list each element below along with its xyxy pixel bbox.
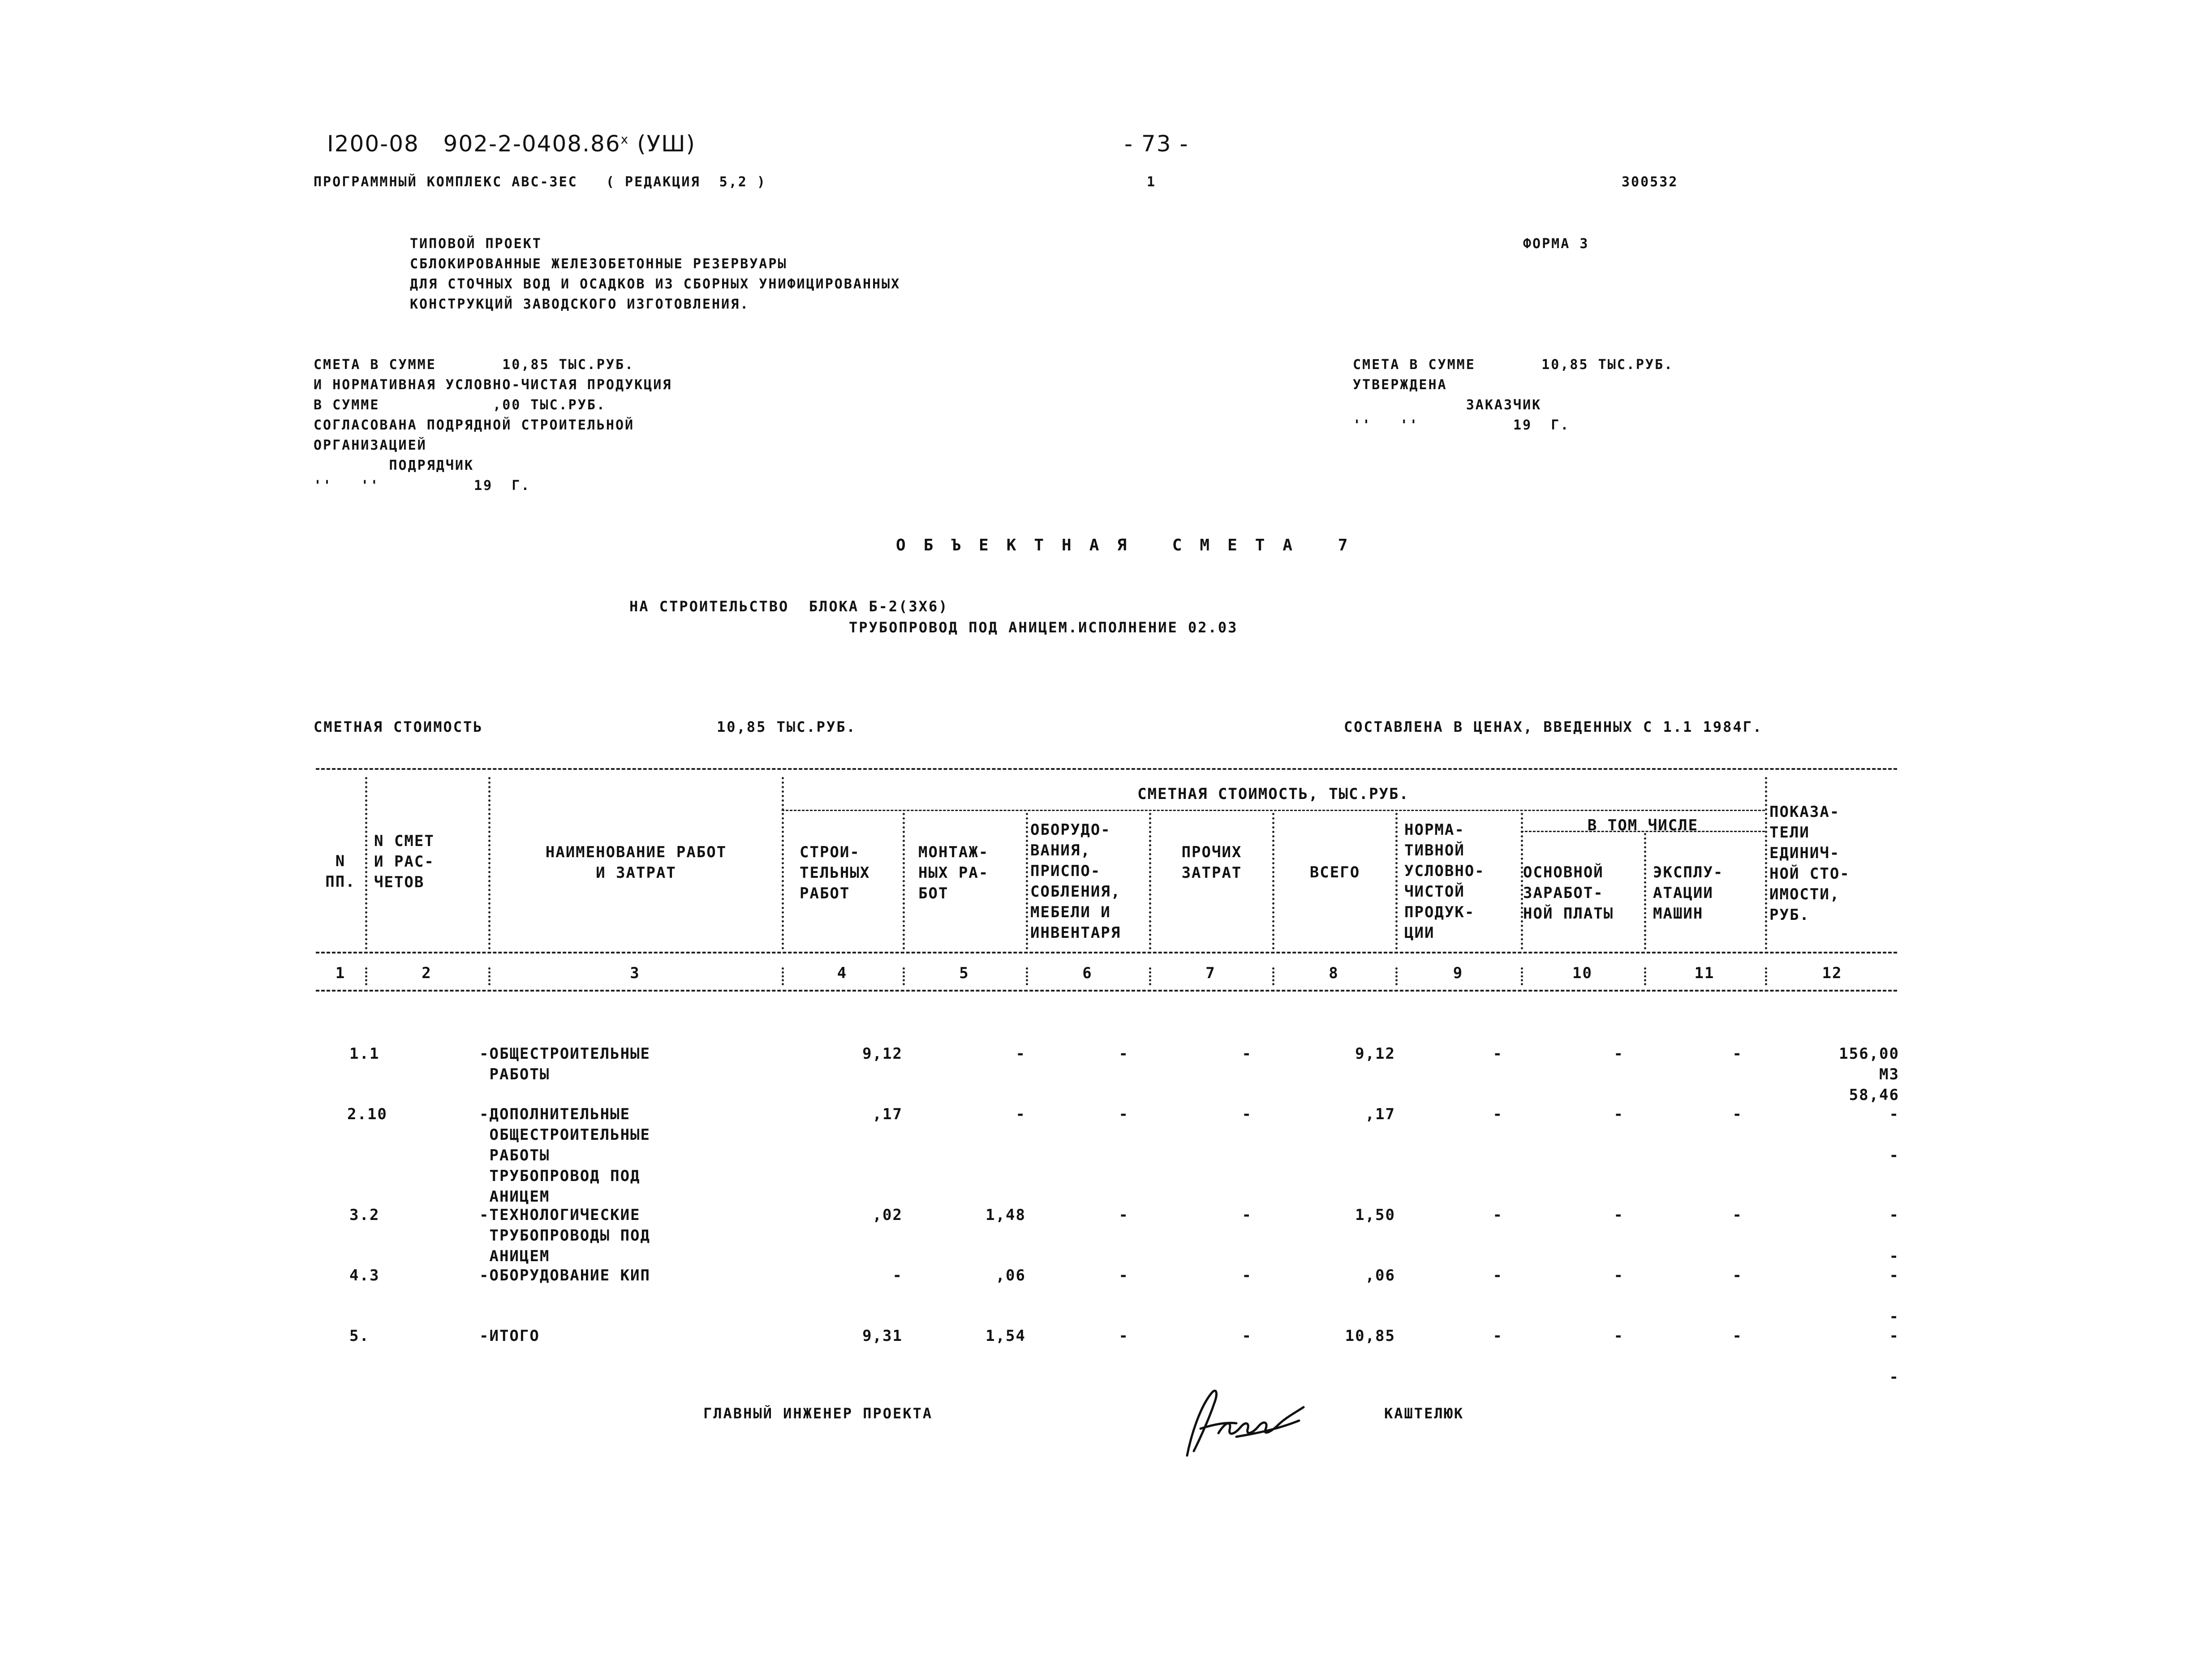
column-number: 10	[1572, 964, 1592, 982]
handwritten-signature	[1174, 1379, 1308, 1464]
column-number: 1	[335, 964, 346, 982]
cell-construction: 9,31	[862, 1327, 903, 1345]
column-header: СТРОИ- ТЕЛЬНЫХ РАБОТ	[800, 843, 870, 902]
column-number: 7	[1205, 964, 1216, 982]
column-number: 6	[1082, 964, 1093, 982]
cell-total: 9,12	[1355, 1045, 1395, 1063]
signatory-name: КАШТЕЛЮК	[1384, 1405, 1464, 1422]
cell-other: -	[1242, 1267, 1252, 1284]
column-header: НАИМЕНОВАНИЕ РАБОТ И ЗАТРАТ	[545, 843, 727, 882]
cell-total: 1,50	[1355, 1206, 1395, 1224]
column-header: ОБОРУДО- ВАНИЯ, ПРИСПО- СОБЛЕНИЯ, МЕБЕЛИ И ИНВЕНТАРЯ	[1030, 821, 1121, 942]
row-name: -ОБОРУДОВАНИЕ КИП	[479, 1267, 650, 1284]
page-number: - 73 -	[1124, 131, 1189, 157]
row-name: -ТЕХНОЛОГИЧЕСКИЕ ТРУБОПРОВОДЫ ПОД АНИЦЕМ	[479, 1206, 650, 1265]
row-name: -ИТОГО	[479, 1327, 540, 1345]
cell-equipment: -	[1119, 1105, 1129, 1123]
cell-installation: 1,54	[986, 1327, 1026, 1345]
cell-machines: -	[1732, 1267, 1743, 1284]
cell-unit-cost: - -	[1889, 1105, 1899, 1164]
column-number: 11	[1694, 964, 1715, 982]
cell-unit-cost: 156,00 МЗ 58,46	[1839, 1045, 1899, 1104]
row-number: 4.3	[349, 1267, 380, 1284]
column-number: 9	[1453, 964, 1463, 982]
cell-machines: -	[1732, 1327, 1743, 1345]
estimated-cost-label: СМЕТНАЯ СТОИМОСТЬ	[314, 718, 483, 735]
cell-total: ,06	[1365, 1267, 1395, 1284]
prices-note: СОСТАВЛЕНА В ЦЕНАХ, ВВЕДЕННЫХ С 1.1 1984Г.	[1344, 718, 1763, 735]
cell-net-output: -	[1493, 1045, 1503, 1063]
row-name: -ОБЩЕСТРОИТЕЛЬНЫЕ РАБОТЫ	[479, 1045, 650, 1083]
estimated-cost-value: 10,85 ТЫС.РУБ.	[717, 718, 856, 735]
cell-total: ,17	[1365, 1105, 1395, 1123]
column-separator	[1395, 813, 1398, 949]
numbers-bottom-rule	[316, 990, 1897, 992]
column-separator	[1644, 833, 1646, 949]
cell-construction: 9,12	[862, 1045, 903, 1063]
cell-equipment: -	[1119, 1045, 1129, 1063]
left-block-line: '' '' 19 Г.	[314, 478, 531, 494]
cell-wages: -	[1614, 1105, 1624, 1123]
group-header: СМЕТНАЯ СТОИМОСТЬ, ТЫС.РУБ.	[1137, 785, 1409, 803]
cell-installation: -	[1016, 1105, 1026, 1123]
column-header: ПОКАЗА- ТЕЛИ ЕДИНИЧ- НОЙ СТО- ИМОСТИ, РУБ.	[1769, 803, 1850, 924]
subgroup-header: В ТОМ ЧИСЛЕ	[1587, 816, 1699, 834]
cell-installation: ,06	[995, 1267, 1026, 1284]
column-number: 2	[422, 964, 432, 982]
row-name: -ДОПОЛНИТЕЛЬНЫЕ ОБЩЕСТРОИТЕЛЬНЫЕ РАБОТЫ ТРУБОПРОВОД ПОД АНИЦЕМ	[479, 1105, 650, 1206]
cell-construction: ,02	[872, 1206, 903, 1224]
row-number: 1.1	[349, 1045, 380, 1063]
cell-net-output: -	[1493, 1105, 1503, 1123]
column-separator	[1765, 777, 1767, 949]
cell-machines: -	[1732, 1105, 1743, 1123]
cell-other: -	[1242, 1045, 1252, 1063]
project-line: ТИПОВОЙ ПРОЕКТ	[410, 236, 542, 252]
cell-machines: -	[1732, 1045, 1743, 1063]
cell-construction: -	[892, 1267, 903, 1284]
project-line: ДЛЯ СТОЧНЫХ ВОД И ОСАДКОВ ИЗ СБОРНЫХ УНИФИЦИРОВАННЫХ	[410, 276, 901, 292]
cell-unit-cost: - -	[1889, 1327, 1899, 1386]
document-subtitle: ТРУБОПРОВОД ПОД АНИЦЕМ.ИСПОЛНЕНИЕ 02.03	[849, 619, 1238, 636]
cell-equipment: -	[1119, 1206, 1129, 1224]
cell-wages: -	[1614, 1206, 1624, 1224]
row-number: 3.2	[349, 1206, 380, 1224]
column-header: НОРМА- ТИВНОЙ УСЛОВНО- ЧИСТОЙ ПРОДУК- ЦИИ	[1404, 821, 1485, 942]
row-number: 2.10	[347, 1105, 387, 1123]
left-block-line: ОРГАНИЗАЦИЕЙ	[314, 438, 427, 453]
column-header: ВСЕГО	[1309, 863, 1360, 881]
project-line: КОНСТРУКЦИЙ ЗАВОДСКОГО ИЗГОТОВЛЕНИЯ.	[410, 296, 750, 312]
cell-net-output: -	[1493, 1267, 1503, 1284]
cell-wages: -	[1614, 1267, 1624, 1284]
signatory-position: ГЛАВНЫЙ ИНЖЕНЕР ПРОЕКТА	[703, 1405, 933, 1422]
left-block-line: И НОРМАТИВНАЯ УСЛОВНО-ЧИСТАЯ ПРОДУКЦИЯ	[314, 377, 672, 393]
left-block-line: СМЕТА В СУММЕ 10,85 ТЫС.РУБ.	[314, 357, 635, 373]
left-block-line: СОГЛАСОВАНА ПОДРЯДНОЙ СТРОИТЕЛЬНОЙ	[314, 417, 635, 433]
table-top-rule	[316, 768, 1897, 770]
column-header: ОСНОВНОЙ ЗАРАБОТ- НОЙ ПЛАТЫ	[1523, 863, 1614, 923]
header-bottom-rule	[316, 952, 1897, 953]
cell-other: -	[1242, 1206, 1252, 1224]
cell-total: 10,85	[1345, 1327, 1395, 1345]
document-subtitle: НА СТРОИТЕЛЬСТВО БЛОКА Б-2(3Х6)	[629, 598, 949, 615]
column-header: ПРОЧИХ ЗАТРАТ	[1181, 843, 1242, 882]
column-header: N СМЕТ И РАС- ЧЕТОВ	[374, 832, 435, 891]
cell-wages: -	[1614, 1327, 1624, 1345]
program-line: ПРОГРАММНЫЙ КОМПЛЕКС АВС-3ЕС ( РЕДАКЦИЯ 5,2 )	[314, 174, 766, 190]
cell-installation: 1,48	[986, 1206, 1026, 1224]
column-number: 8	[1329, 964, 1339, 982]
right-block-line: '' '' 19 Г.	[1353, 417, 1570, 433]
document-code: 300532	[1622, 174, 1678, 190]
column-number: 3	[630, 964, 640, 982]
column-number: 5	[959, 964, 969, 982]
column-header: ЭКСПЛУ- АТАЦИИ МАШИН	[1653, 863, 1724, 923]
cell-machines: -	[1732, 1206, 1743, 1224]
column-separator	[903, 813, 905, 949]
left-block-line: ПОДРЯДЧИК	[314, 458, 474, 473]
cell-wages: -	[1614, 1045, 1624, 1063]
cell-unit-cost: - -	[1889, 1206, 1899, 1265]
cell-equipment: -	[1119, 1267, 1129, 1284]
cell-net-output: -	[1493, 1327, 1503, 1345]
project-line: СБЛОКИРОВАННЫЕ ЖЕЛЕЗОБЕТОННЫЕ РЕЗЕРВУАРЫ	[410, 256, 788, 272]
column-number: 12	[1822, 964, 1842, 982]
sheet-number: 1	[1147, 174, 1157, 190]
cell-equipment: -	[1119, 1327, 1129, 1345]
cell-other: -	[1242, 1327, 1252, 1345]
form-label: ФОРМА 3	[1523, 236, 1589, 252]
cell-unit-cost: - -	[1889, 1267, 1899, 1326]
group-header-rule	[782, 810, 1765, 811]
cell-construction: ,17	[872, 1105, 903, 1123]
column-header: N ПП.	[325, 852, 356, 891]
cell-other: -	[1242, 1105, 1252, 1123]
cell-installation: -	[1016, 1045, 1026, 1063]
column-header: МОНТАЖ- НЫХ РА- БОТ	[918, 843, 989, 902]
row-number: 5.	[349, 1327, 370, 1345]
document-stamp: I200-08 902-2-0408.86$^x$ (УШ)	[327, 131, 696, 157]
column-number: 4	[837, 964, 848, 982]
column-separator	[365, 777, 367, 949]
right-block-line: ЗАКАЗЧИК	[1353, 397, 1542, 413]
left-block-line: В СУММЕ ,00 ТЫС.РУБ.	[314, 397, 606, 413]
document-title: ОБЪЕКТНАЯ СМЕТА 7	[896, 536, 1366, 554]
right-block-line: УТВЕРЖДЕНА	[1353, 377, 1447, 393]
cell-net-output: -	[1493, 1206, 1503, 1224]
right-block-line: СМЕТА В СУММЕ 10,85 ТЫС.РУБ.	[1353, 357, 1674, 373]
column-separator	[1026, 813, 1028, 949]
